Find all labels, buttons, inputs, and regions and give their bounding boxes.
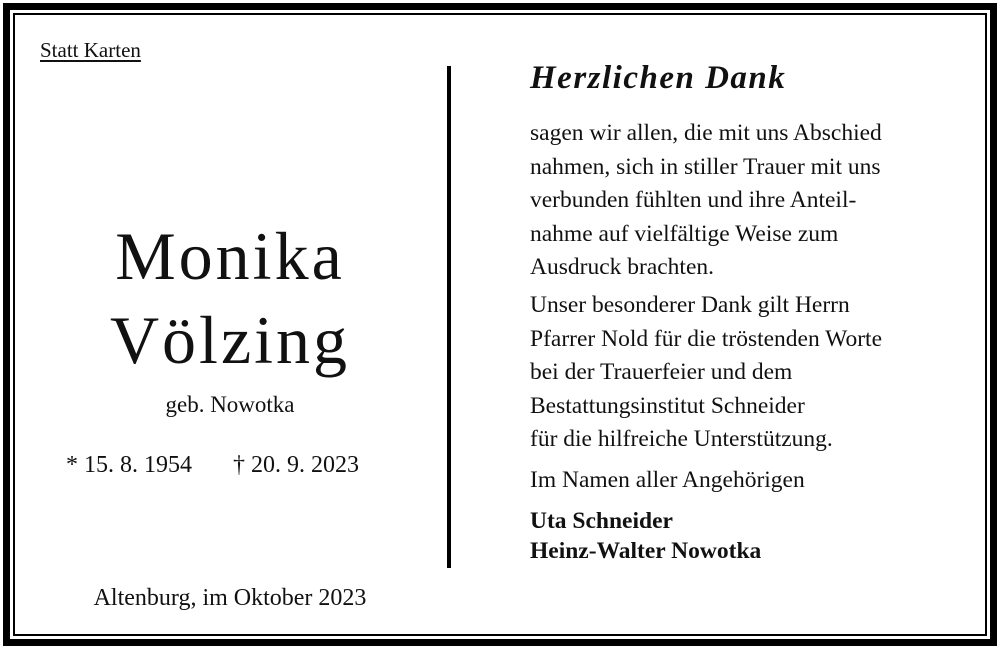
thanks-paragraph: [530, 117, 970, 285]
text-line: nahme auf vielfältige Weise zum: [530, 220, 839, 247]
statt-karten-header: Statt Karten: [40, 38, 141, 62]
vertical-divider: [447, 66, 451, 568]
text-line: Pfarrer Nold für die tröstenden Worte: [530, 325, 883, 352]
text-line: verbunden fühlten und ihre Anteil-: [530, 187, 857, 213]
text-line: sagen wir allen, die mit uns Abschied: [530, 120, 882, 146]
text-line: Ausdruck brachten.: [530, 254, 715, 280]
deceased-last-name: Völzing: [109, 302, 351, 378]
closing-line: [530, 464, 970, 498]
thanks-heading: Herzlichen Dank: [530, 60, 787, 96]
text-line: Im Namen aller Angehörigen: [530, 467, 805, 493]
birth-date: * 15. 8. 1954: [66, 452, 192, 478]
text-line: Bestattungsinstitut Schneider: [530, 392, 805, 419]
text-line: Unser besonderer Dank gilt Herrn: [530, 292, 850, 318]
signer-name: Heinz-Walter Nowotka: [530, 538, 762, 564]
text-line: für die hilfreiche Unterstützung.: [530, 426, 833, 452]
birth-name: geb. Nowotka: [165, 392, 295, 417]
special-thanks-paragraph: [530, 289, 970, 457]
deceased-first-name: Monika: [115, 218, 345, 294]
signers: [530, 506, 761, 566]
signer-name: Uta Schneider: [530, 508, 673, 534]
text-line: nahmen, sich in stiller Trauer mit uns: [530, 153, 881, 180]
text-line: bei der Trauerfeier und dem: [530, 359, 793, 385]
death-date: † 20. 9. 2023: [233, 452, 359, 478]
place-and-date: Altenburg, im Oktober 2023: [93, 585, 367, 611]
